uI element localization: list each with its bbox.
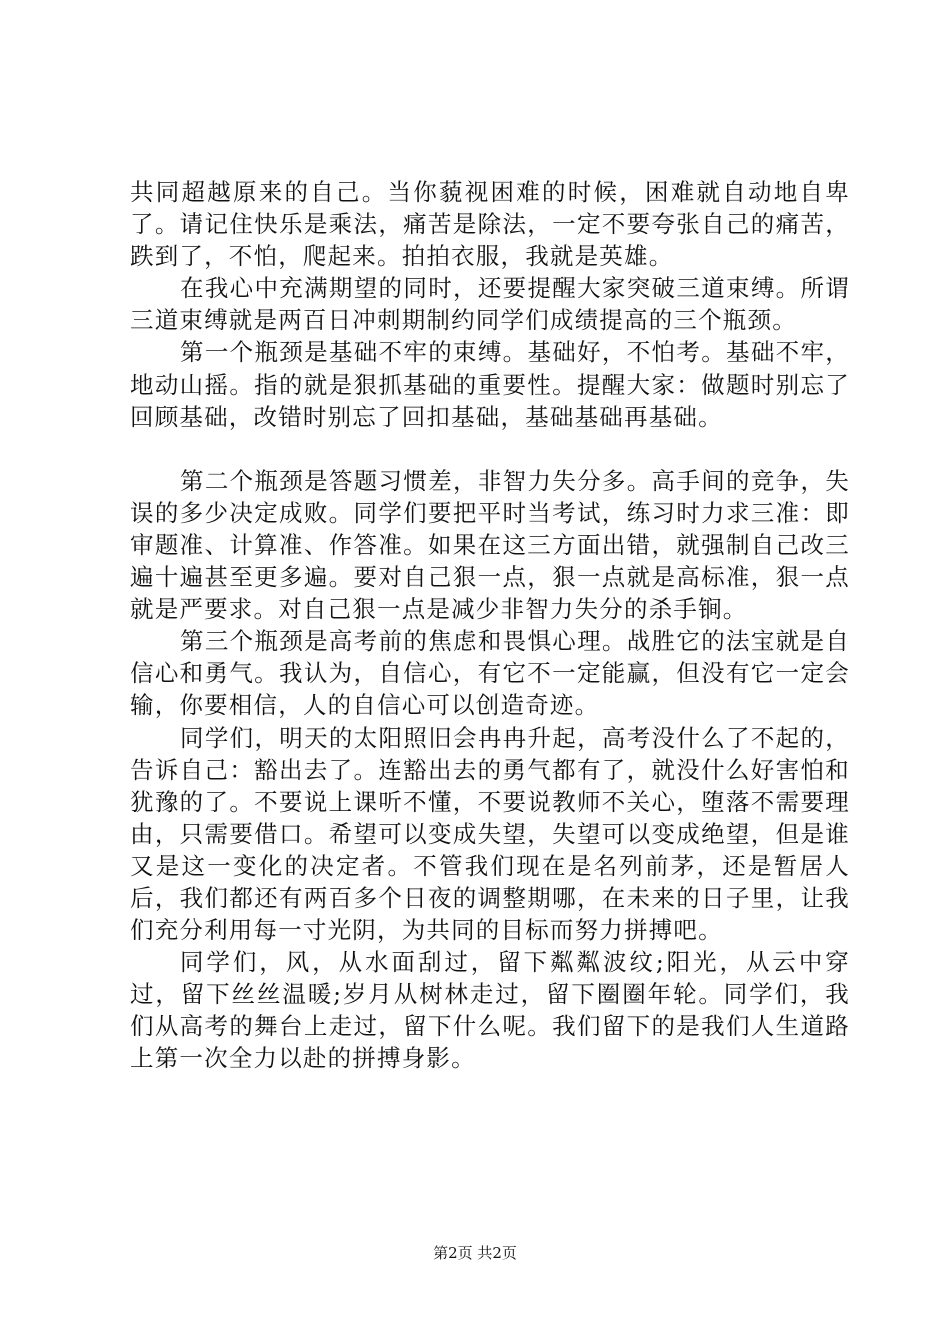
paragraph-7: 同学们，风，从水面刮过，留下粼粼波纹;阳光，从云中穿过，留下丝丝温暖;岁月从树林走过，留下圈圈年轮。同学们，我们从高考的舞台上走过，留下什么呢。我们留下的是我们人生道路上第一次全力以赴的拼搏身影。 xyxy=(130,948,850,1073)
paragraph-6: 同学们，明天的太阳照旧会冉冉升起，高考没什么了不起的，告诉自己：豁出去了。连豁出去的勇气都有了，就没什么好害怕和犹豫的了。不要说上课听不懂，不要说教师不关心，堕落不需要理由，只需要借口。希望可以变成失望，失望可以变成绝望，但是谁又是这一变化的决定者。不管我们现在是名列前茅，还是暂居人后，我们都还有两百多个日夜的调整期哪，在未来的日子里，让我们充分利用每一寸光阴，为共同的目标而努力拼搏吧。 xyxy=(130,723,850,945)
document-body xyxy=(130,176,850,1075)
paragraph-5: 第三个瓶颈是高考前的焦虑和畏惧心理。战胜它的法宝就是自信心和勇气。我认为，自信心，有它不一定能赢，但没有它一定会输，你要相信，人的自信心可以创造奇迹。 xyxy=(130,627,850,720)
paragraph-3: 第一个瓶颈是基础不牢的束缚。基础好，不怕考。基础不牢，地动山摇。指的就是狠抓基础的重要性。提醒大家：做题时别忘了回顾基础，改错时别忘了回扣基础，基础基础再基础。 xyxy=(130,338,850,431)
paragraph-2: 在我心中充满期望的同时，还要提醒大家突破三道束缚。所谓三道束缚就是两百日冲刺期制约同学们成绩提高的三个瓶颈。 xyxy=(130,274,850,335)
paragraph-4: 第二个瓶颈是答题习惯差，非智力失分多。高手间的竞争，失误的多少决定成败。同学们要把平时当考试，练习时力求三准：即审题准、计算准、作答准。如果在这三方面出错，就强制自己改三遍十遍甚至更多遍。要对自己狠一点，狠一点就是高标准，狠一点就是严要求。对自己狠一点是减少非智力失分的杀手锏。 xyxy=(130,466,850,624)
paragraph-1: 共同超越原来的自己。当你藐视困难的时候，困难就自动地自卑了。请记住快乐是乘法，痛苦是除法，一定不要夸张自己的痛苦，跌到了，不怕，爬起来。拍拍衣服，我就是英雄。 xyxy=(130,178,850,271)
page-footer: 第2页 共2页 xyxy=(433,1244,517,1262)
